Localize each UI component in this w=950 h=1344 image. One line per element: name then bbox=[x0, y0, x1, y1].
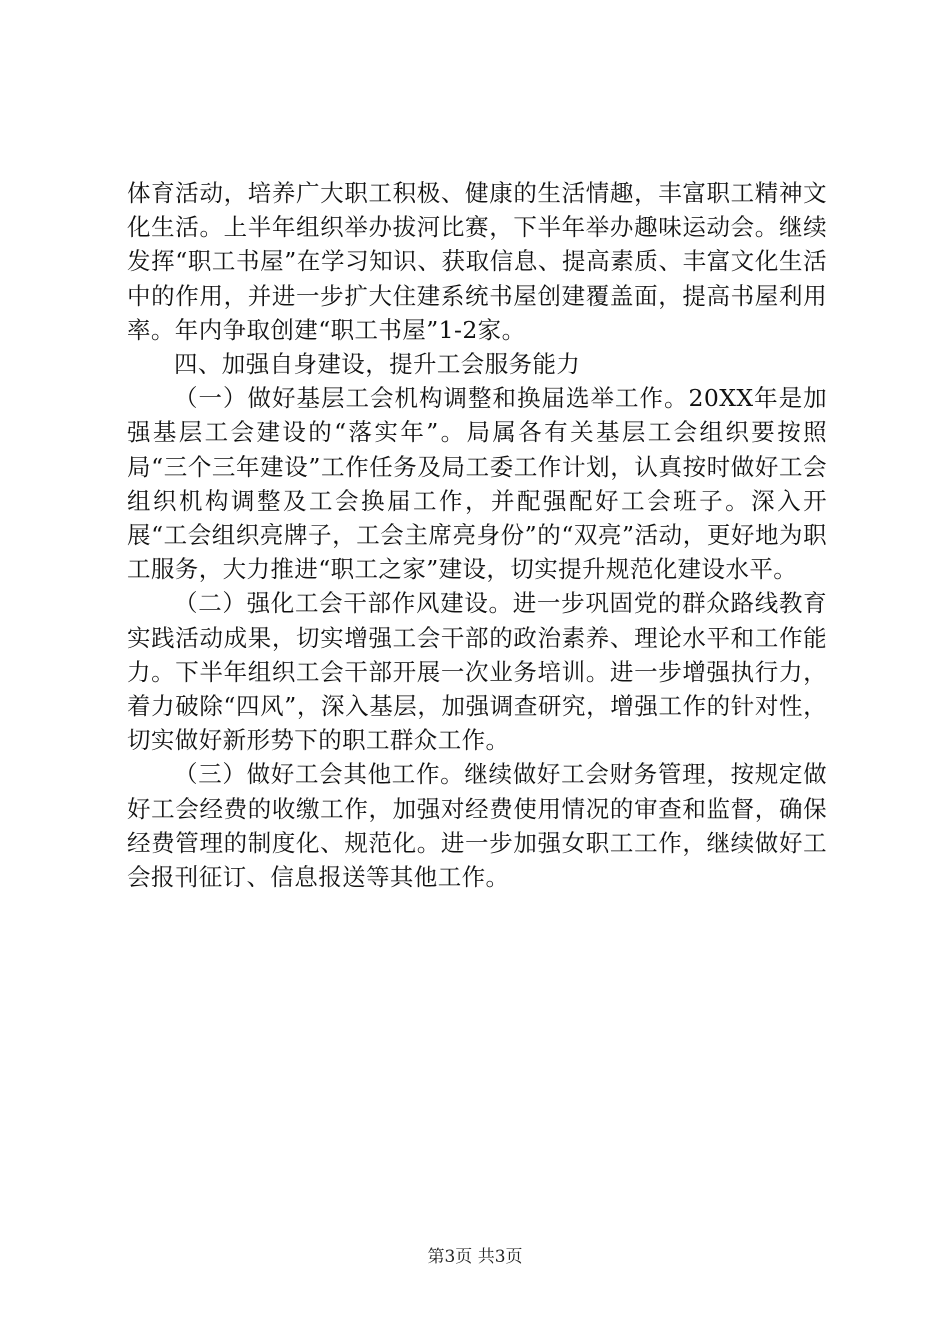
paragraph-item-3: （三）做好工会其他工作。继续做好工会财务管理，按规定做好工会经费的收缴工作，加强对经费使用情况的审查和监督，确保经费管理的制度化、规范化。进一步加强女职工工作，继续做好工会报刊征订、信息报送等其他工作。 bbox=[127, 760, 827, 892]
section-heading: 四、加强自身建设，提升工会服务能力 bbox=[174, 350, 581, 379]
paragraph-continuation: 体育活动，培养广大职工积极、健康的生活情趣，丰富职工精神文化生活。上半年组织举办拔河比赛，下半年举办趣味运动会。继续发挥“职工书屋”在学习知识、获取信息、提高素质、丰富文化生活中的作用，并进一步扩大住建系统书屋创建覆盖面，提高书屋利用率。年内争取创建“职工书屋”1-2家。 bbox=[127, 179, 827, 344]
paragraph-item-2: （二）强化工会干部作风建设。进一步巩固党的群众路线教育实践活动成果，切实增强工会干部的政治素养、理论水平和工作能力。下半年组织工会干部开展一次业务培训。进一步增强执行力，着力破除“四风”，深入基层，加强调查研究，增强工作的针对性，切实做好新形势下的职工群众工作。 bbox=[127, 589, 827, 755]
page-footer: 第3页 共3页 bbox=[427, 1247, 523, 1267]
document-body bbox=[127, 176, 827, 894]
paragraph-item-1: （一）做好基层工会机构调整和换届选举工作。20XX年是加强基层工会建设的“落实年”。局属各有关基层工会组织要按照局“三个三年建设”工作任务及局工委工作计划，认真按时做好工会组织机构调整及工会换届工作，并配强配好工会班子。深入开展“工会组织亮牌子，工会主席亮身份”的“双亮”活动，更好地为职工服务，大力推进“职工之家”建设，切实提升规范化建设水平。 bbox=[127, 384, 827, 584]
